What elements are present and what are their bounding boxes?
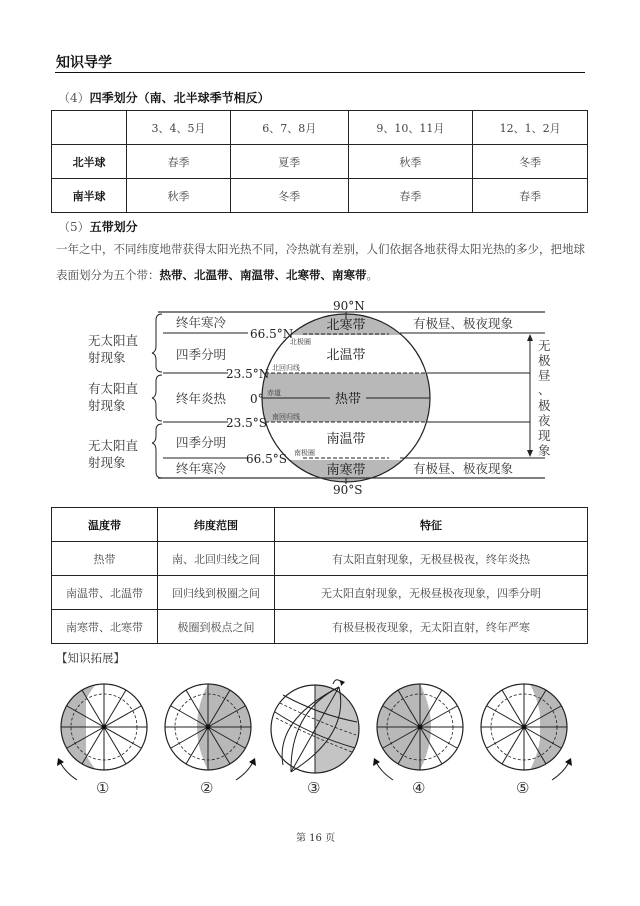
table-cell: 春季 (348, 179, 473, 213)
column-header: 3、4、5月 (127, 111, 231, 145)
zone-label: 热带 (334, 392, 362, 407)
column-header: 9、10、11月 (348, 111, 473, 145)
left-group-label: 射现象 (88, 455, 126, 470)
left-group-label: 有太阳直 (88, 381, 139, 396)
vertical-char: 象 (538, 443, 551, 458)
zone-paragraph (56, 236, 596, 288)
header-title: 知识导学 (56, 55, 112, 71)
column-header: 特征 (275, 508, 588, 542)
circle-line-label: 南回归线 (272, 413, 300, 421)
season-table (51, 110, 588, 213)
side-globe-figure-3 (271, 680, 360, 797)
latitude-label: 90°S (333, 483, 363, 497)
table-row (52, 145, 588, 179)
table-header-row (52, 111, 588, 145)
table-cell: 春季 (127, 145, 231, 179)
paragraph-text: 表面划分为五个带： (56, 268, 160, 282)
table-cell: 无太阳直射现象，无极昼极夜现象，四季分明 (275, 576, 588, 610)
section-number: （5） (58, 220, 90, 234)
left-group-label: 无太阳直 (88, 333, 139, 348)
table-row (52, 179, 588, 213)
latitude-label: 23.5°S (226, 416, 267, 430)
season-section-title (58, 89, 270, 106)
table-cell: 冬季 (230, 179, 348, 213)
row-header: 南半球 (52, 179, 127, 213)
paragraph-bold: 热带、北温带、南温带、北寒带、南寒带 (159, 268, 367, 282)
table-cell: 夏季 (230, 145, 348, 179)
vertical-char: 夜 (538, 413, 551, 428)
table-cell: 有太阳直射现象，无极昼极夜，终年炎热 (275, 542, 588, 576)
table-row (52, 610, 588, 644)
section-number: （4） (58, 91, 90, 105)
climate-label: 终年寒冷 (176, 461, 227, 476)
column-header: 温度带 (52, 508, 158, 542)
column-header: 12、1、2月 (473, 111, 588, 145)
table-cell: 极圈到极点之间 (158, 610, 275, 644)
section-heading: 五带划分 (89, 220, 138, 234)
column-header: 6、7、8月 (230, 111, 348, 145)
vertical-char: 现 (538, 428, 551, 443)
table-cell: 春季 (473, 179, 588, 213)
polar-view-figure-1 (53, 684, 147, 797)
vertical-char: 极 (538, 398, 551, 413)
figure-label: ③ (307, 779, 321, 797)
page-number: 第 16 页 (296, 833, 336, 844)
table-cell: 秋季 (127, 179, 231, 213)
left-group-label: 射现象 (88, 398, 126, 413)
table-cell: 冬季 (473, 145, 588, 179)
table-cell: 回归线到极圈之间 (158, 576, 275, 610)
zone-label: 南寒带 (326, 463, 366, 478)
polar-phenomenon-label: 有极昼、极夜现象 (413, 316, 514, 331)
left-group-label: 射现象 (88, 350, 126, 365)
table-row (52, 542, 588, 576)
climate-label: 终年炎热 (176, 391, 227, 406)
polar-view-figure-5 (481, 684, 572, 797)
circle-line-label: 北极圈 (290, 338, 311, 346)
table-cell: 秋季 (348, 145, 473, 179)
table-cell: 南、北回归线之间 (158, 542, 275, 576)
climate-label: 终年寒冷 (176, 315, 227, 330)
vertical-char: 昼 (538, 368, 551, 383)
section-heading: 四季划分（南、北半球季节相反） (89, 91, 270, 105)
circle-line-label: 北回归线 (272, 364, 300, 372)
brace-icon (152, 314, 162, 372)
polar-view-figure-2 (165, 684, 256, 797)
latitude-label: 0° (250, 392, 264, 406)
polar-phenomenon-label: 有极昼、极夜现象 (413, 461, 514, 476)
row-header: 北半球 (52, 145, 127, 179)
table-row (52, 576, 588, 610)
vertical-char: 、 (538, 382, 551, 397)
circle-line-label: 赤道 (267, 389, 281, 397)
zone-label: 南温带 (326, 432, 366, 447)
table-header-row (52, 508, 588, 542)
extension-figures (0, 670, 640, 800)
climate-label: 四季分明 (176, 435, 227, 450)
zone-section-title (58, 218, 138, 235)
left-group-label: 无太阳直 (88, 438, 139, 453)
header-divider (55, 72, 585, 73)
figure-label: ① (96, 779, 110, 797)
column-header: 纬度范围 (158, 508, 275, 542)
figure-label: ⑤ (516, 779, 530, 797)
figure-label: ② (200, 779, 214, 797)
five-zones-diagram (0, 290, 640, 500)
paragraph-line (56, 262, 596, 288)
latitude-label: 66.5°S (246, 452, 287, 466)
vertical-char: 无 (538, 338, 551, 353)
climate-label: 四季分明 (176, 347, 227, 362)
circle-line-label: 南极圈 (294, 449, 315, 457)
latitude-label: 23.5°N (226, 367, 270, 381)
table-cell: 南温带、北温带 (52, 576, 158, 610)
figure-label: ④ (412, 779, 426, 797)
latitude-label: 90°N (333, 299, 365, 313)
table-corner-cell (52, 111, 127, 145)
zone-label: 北寒带 (326, 318, 366, 333)
zone-table (51, 507, 588, 644)
table-cell: 有极昼极夜现象，无太阳直射，终年严寒 (275, 610, 588, 644)
brace-icon (152, 424, 162, 478)
extension-title: 【知识拓展】 (56, 651, 125, 665)
table-cell: 南寒带、北寒带 (52, 610, 158, 644)
brace-icon (152, 375, 162, 421)
latitude-label: 66.5°N (250, 327, 294, 341)
vertical-char: 极 (538, 353, 551, 368)
no-polar-phenomenon-label (538, 338, 551, 458)
zone-label: 北温带 (326, 348, 366, 363)
table-cell: 热带 (52, 542, 158, 576)
paragraph-line: 一年之中，不同纬度地带获得太阳光热不同，冷热就有差别，人们依据各地获得太阳光热的多少，把地球 (56, 242, 585, 256)
paragraph-text: 。 (366, 268, 378, 282)
polar-view-figure-4 (373, 684, 463, 797)
